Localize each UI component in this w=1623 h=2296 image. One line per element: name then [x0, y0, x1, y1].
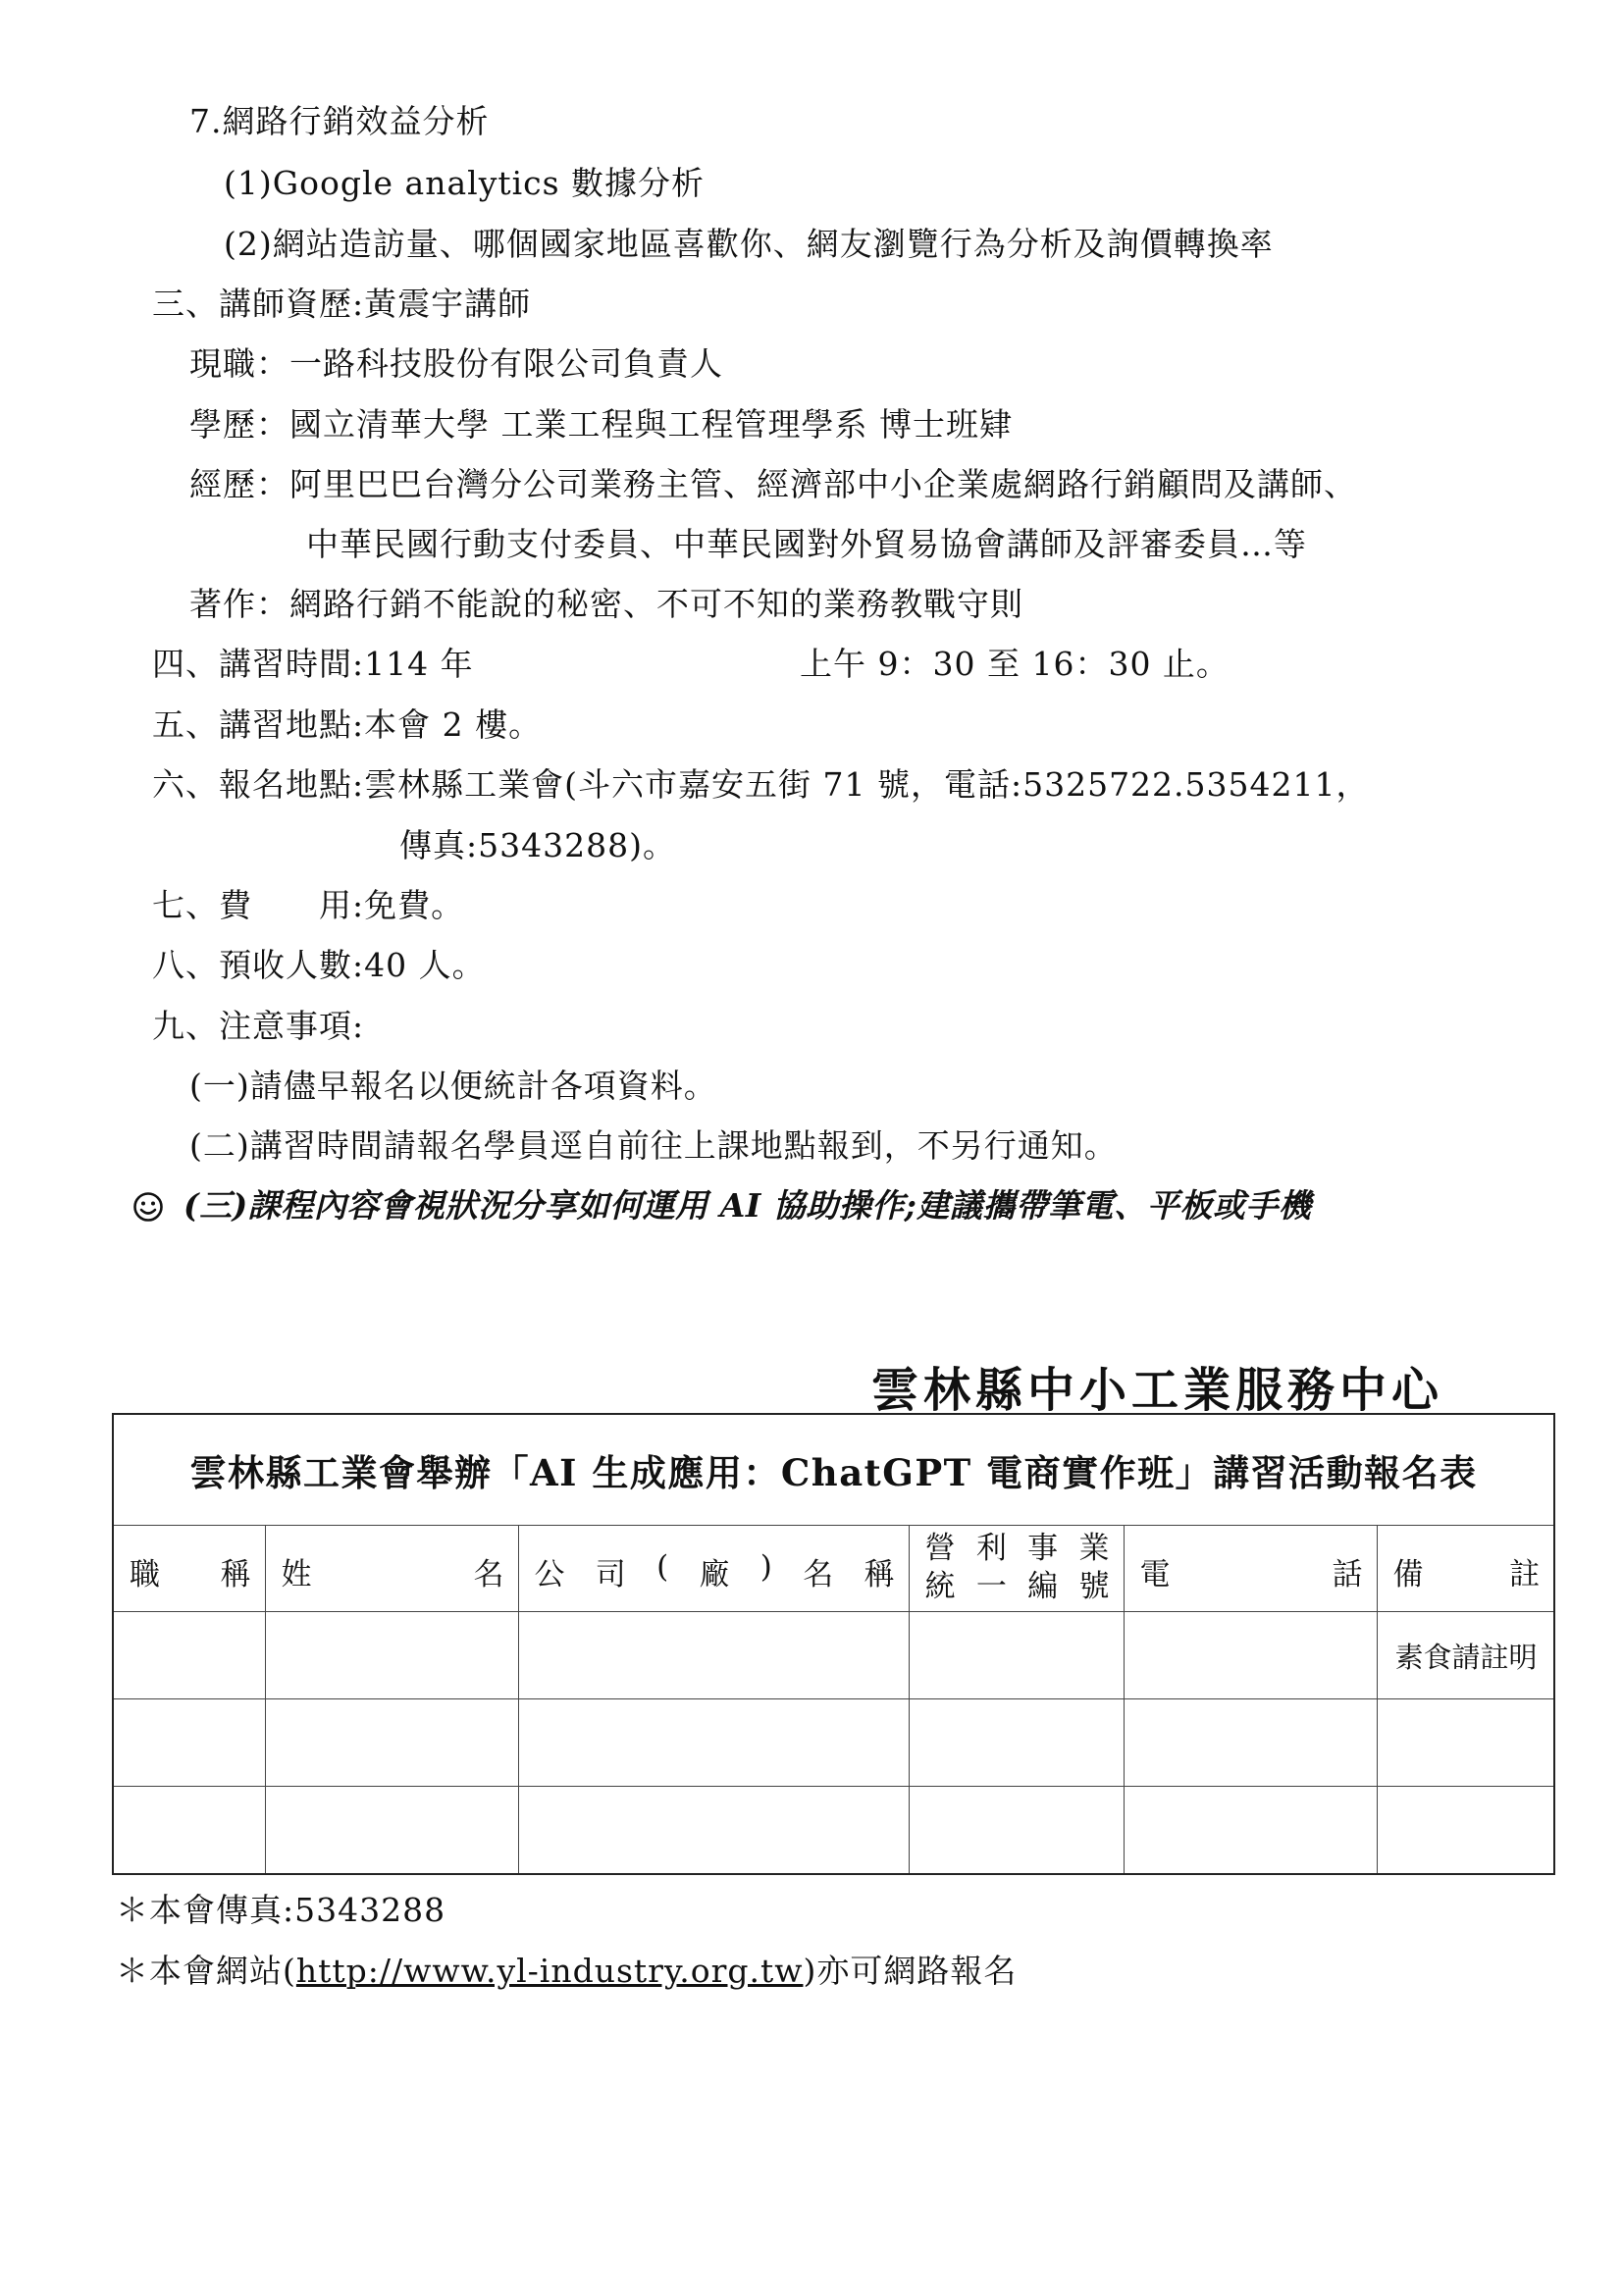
cell-tax-id[interactable]: [909, 1787, 1124, 1875]
header-char: 統: [924, 1568, 956, 1604]
body-line: 7.網路行銷效益分析: [189, 102, 490, 140]
service-center-name: 雲林縣中小工業服務中心: [871, 1363, 1444, 1418]
header-char: 司: [595, 1557, 626, 1592]
body-line: 六、報名地點:雲林縣工業會(斗六市嘉安五街 71 號，電話:5325722.5354211，: [152, 765, 1370, 804]
body-line: 三、講師資歷:黃震宇講師: [152, 285, 532, 323]
footer-website-line: [116, 1952, 1018, 1990]
body-line: 九、注意事項:: [152, 1007, 365, 1045]
header-char: 名: [473, 1557, 504, 1592]
header-company: [518, 1526, 909, 1612]
table-row: [113, 1699, 1554, 1787]
header-char: ): [759, 1549, 772, 1585]
cell-job-title[interactable]: [113, 1612, 265, 1699]
header-char: 話: [1332, 1557, 1363, 1592]
cell-remarks[interactable]: [1377, 1699, 1554, 1787]
table-row: [113, 1612, 1554, 1699]
website-link[interactable]: http://www.yl-industry.org.tw: [295, 1952, 804, 1990]
footer-fax-text: ＊本會傳真:5343288: [116, 1891, 446, 1929]
cell-company[interactable]: [518, 1787, 909, 1875]
header-char: 備: [1392, 1557, 1424, 1592]
header-char: 廠: [699, 1557, 730, 1592]
header-char: 事: [1027, 1531, 1059, 1566]
smiley-icon: [132, 1191, 164, 1223]
body-line: 五、講習地點:本會 2 樓。: [152, 705, 543, 744]
body-line: (二)講習時間請報名學員逕自前往上課地點報到，不另行通知。: [189, 1126, 1118, 1165]
body-line: 八、預收人數:40 人。: [152, 946, 486, 984]
table-row: [113, 1787, 1554, 1875]
cell-company[interactable]: [518, 1699, 909, 1787]
cell-job-title[interactable]: [113, 1699, 265, 1787]
body-line: 中華民國行動支付委員、中華民國對外貿易協會講師及評審委員…等: [306, 525, 1307, 563]
body-line: 著作：網路行銷不能說的秘密、不可不知的業務教戰守則: [189, 585, 1023, 623]
header-tax-id: [909, 1526, 1124, 1612]
header-char: 一: [975, 1568, 1007, 1604]
header-char: 編: [1027, 1568, 1059, 1604]
header-char: 名: [803, 1557, 834, 1592]
cell-job-title[interactable]: [113, 1787, 265, 1875]
footer-web-suffix: )亦可網路報名: [803, 1952, 1018, 1990]
header-char: 註: [1509, 1557, 1541, 1592]
body-line: (1)Google analytics 數據分析: [224, 164, 706, 202]
cell-phone[interactable]: [1124, 1787, 1377, 1875]
cell-company[interactable]: [518, 1612, 909, 1699]
body-line: 經歷：阿里巴巴台灣分公司業務主管、經濟部中小企業處網路行銷顧問及講師、: [189, 465, 1357, 503]
header-tax-id-line1: [925, 1530, 1110, 1568]
cell-remarks[interactable]: [1377, 1787, 1554, 1875]
cell-name[interactable]: [265, 1612, 518, 1699]
body-line: 學歷：國立清華大學 工業工程與工程管理學系 博士班肄: [189, 405, 1013, 444]
header-char: 公: [534, 1557, 565, 1592]
header-phone: [1124, 1526, 1377, 1612]
cell-tax-id[interactable]: [909, 1612, 1124, 1699]
cell-tax-id[interactable]: [909, 1699, 1124, 1787]
header-tax-id-line2: [925, 1568, 1110, 1606]
header-char: 營: [924, 1531, 956, 1566]
header-char: 職: [130, 1557, 160, 1592]
registration-form-table: [112, 1413, 1555, 1875]
header-char: 稱: [220, 1557, 251, 1592]
header-name: [265, 1526, 518, 1612]
cell-phone[interactable]: [1124, 1699, 1377, 1787]
cell-remarks[interactable]: [1377, 1612, 1554, 1699]
header-char: 利: [975, 1531, 1007, 1566]
footer-web-prefix: ＊本會網站(: [116, 1952, 296, 1990]
header-char: 業: [1078, 1531, 1110, 1566]
header-remarks: [1377, 1526, 1554, 1612]
body-line: 七、費 用:免費。: [152, 886, 465, 924]
body-line: (三)課程內容會視狀況分享如何運用 AI 協助操作;建議攜帶筆電、平板或手機: [183, 1186, 1312, 1225]
form-title: 雲林縣工業會舉辦「AI 生成應用：ChatGPT 電商實作班」講習活動報名表: [113, 1414, 1554, 1526]
header-job-title: [113, 1526, 265, 1612]
cell-phone[interactable]: [1124, 1612, 1377, 1699]
vegetarian-note: 素食請註明: [1394, 1641, 1538, 1674]
body-line: (一)請儘早報名以便統計各項資料。: [189, 1067, 717, 1105]
body-line: 上午 9：30 至 16：30 止。: [800, 645, 1230, 683]
body-line: 四、講習時間:114 年: [152, 645, 474, 683]
body-line: 傳真:5343288)。: [399, 826, 676, 864]
header-char: (: [656, 1549, 669, 1585]
body-line: 現職：一路科技股份有限公司負責人: [189, 344, 723, 383]
body-line: (2)網站造訪量、哪個國家地區喜歡你、網友瀏覽行為分析及詢價轉換率: [224, 225, 1274, 263]
cell-name[interactable]: [265, 1787, 518, 1875]
cell-name[interactable]: [265, 1699, 518, 1787]
header-char: 電: [1139, 1557, 1171, 1592]
header-char: 稱: [864, 1557, 895, 1592]
header-char: 號: [1078, 1568, 1110, 1604]
header-char: 姓: [281, 1557, 312, 1592]
